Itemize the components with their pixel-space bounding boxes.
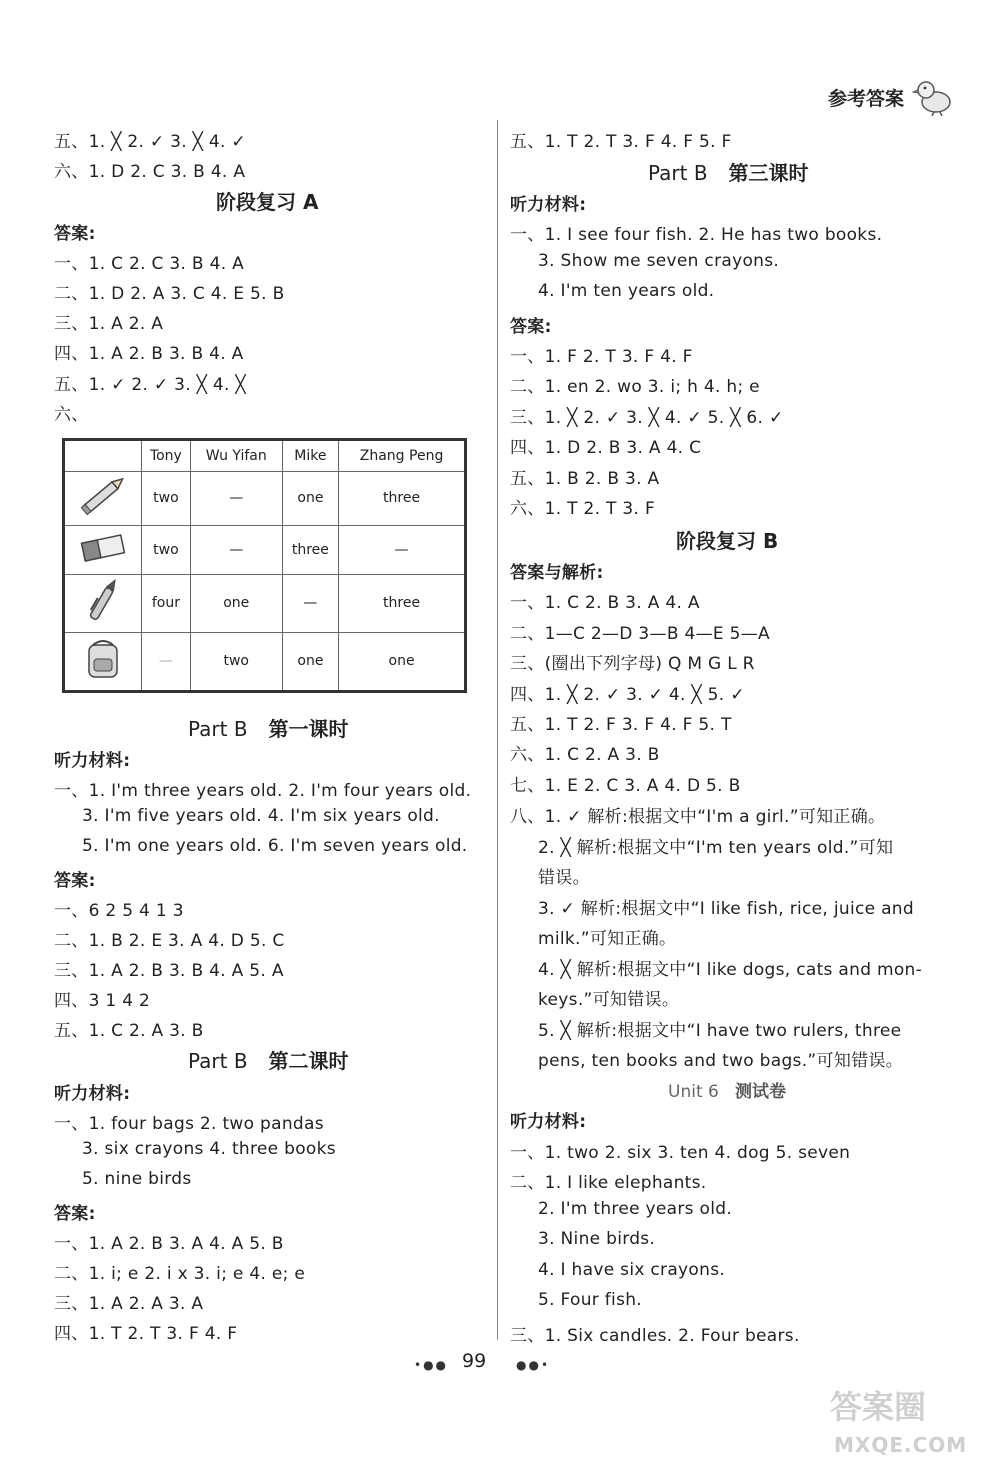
section-title-part-b-1: Part B 第一课时 <box>188 717 349 741</box>
table-cell: three <box>282 525 338 574</box>
table-cell: two <box>142 472 191 526</box>
answer-line: 六、1. C 2. A 3. B <box>510 745 660 765</box>
answer-line: 二、1. D 2. A 3. C 4. E 5. B <box>54 284 285 304</box>
explanation-line: 错误。 <box>538 868 590 888</box>
explanation-line: 八、1. ✓ 解析:根据文中“I'm a girl.”可知正确。 <box>510 807 886 827</box>
answer-line: 五、1. C 2. A 3. B <box>54 1021 204 1041</box>
section-title-part-b-2: Part B 第二课时 <box>188 1049 349 1073</box>
answer-label: 答案: <box>54 1204 96 1224</box>
table-header-cell: Zhang Peng <box>339 440 466 472</box>
table-cell: — <box>339 525 466 574</box>
explanation-line: 4. ╳ 解析:根据文中“I like dogs, cats and mon- <box>538 960 923 980</box>
section-title-review-b: 阶段复习 B <box>676 529 779 553</box>
listening-line: 一、1. two 2. six 3. ten 4. dog 5. seven <box>510 1143 851 1163</box>
table-cell: — <box>190 525 282 574</box>
section-title-review-a: 阶段复习 A <box>216 190 319 214</box>
eraser-icon <box>64 525 142 574</box>
answer-line: 一、1. A 2. B 3. A 4. A 5. B <box>54 1234 284 1254</box>
section-title-part-b-3: Part B 第三课时 <box>648 161 809 185</box>
listening-label: 听力材料: <box>54 1084 131 1104</box>
listening-line: 3. Show me seven crayons. <box>538 251 780 271</box>
explanation-line: milk.”可知正确。 <box>538 929 677 949</box>
table-cell: one <box>190 574 282 632</box>
listening-line: 三、1. Six candles. 2. Four bears. <box>510 1326 800 1346</box>
answer-line: 七、1. E 2. C 3. A 4. D 5. B <box>510 776 741 796</box>
answer-line: 四、1. T 2. T 3. F 4. F <box>54 1324 238 1344</box>
answer-line: 三、(圈出下列字母) Q M G L R <box>510 654 755 674</box>
explanation-line: keys.”可知错误。 <box>538 990 680 1010</box>
table-cell: one <box>282 472 338 526</box>
listening-line: 一、1. I'm three years old. 2. I'm four years old. <box>54 781 472 801</box>
table-row <box>64 632 466 691</box>
answer-line: 四、1. ╳ 2. ✓ 3. ✓ 4. ╳ 5. ✓ <box>510 685 745 705</box>
table-row <box>64 525 466 574</box>
table-cell: four <box>142 574 191 632</box>
answer-line: 三、1. ╳ 2. ✓ 3. ╳ 4. ✓ 5. ╳ 6. ✓ <box>510 408 784 428</box>
table-header-cell: Mike <box>282 440 338 472</box>
listening-line: 4. I have six crayons. <box>538 1260 726 1280</box>
table-cell: one <box>339 632 466 691</box>
answer-label: 答案: <box>510 317 552 337</box>
table-cell: — <box>190 472 282 526</box>
listening-line: 5. Four fish. <box>538 1290 643 1310</box>
explanation-line: 2. ╳ 解析:根据文中“I'm ten years old.”可知 <box>538 838 894 858</box>
answer-line: 一、6 2 5 4 1 3 <box>54 901 184 921</box>
table-row <box>64 472 466 526</box>
table-cell: one <box>282 632 338 691</box>
answer-label: 答案与解析: <box>510 563 604 583</box>
page-dots-left-icon: •●● <box>414 1358 449 1372</box>
schoolbag-icon <box>64 632 142 691</box>
listening-label: 听力材料: <box>54 751 131 771</box>
listening-line: 5. I'm one years old. 6. I'm seven years old. <box>82 836 468 856</box>
table-header-cell: Tony <box>142 440 191 472</box>
table-cell: — <box>282 574 338 632</box>
table-cell: — <box>142 632 191 691</box>
listening-line: 二、1. I like elephants. <box>510 1173 707 1193</box>
table-cell: three <box>339 472 466 526</box>
explanation-line: 3. ✓ 解析:根据文中“I like fish, rice, juice and <box>538 899 914 919</box>
answer-line: 二、1—C 2—D 3—B 4—E 5—A <box>510 624 770 644</box>
listening-line: 一、1. four bags 2. two pandas <box>54 1114 324 1134</box>
table-cell: three <box>339 574 466 632</box>
answer-line: 三、1. A 2. A <box>54 314 164 334</box>
answer-line: 三、1. A 2. A 3. A <box>54 1294 204 1314</box>
section-title-unit6-test: Unit 6 测试卷 <box>668 1082 787 1102</box>
watermark-url: MXQE.COM <box>834 1433 968 1457</box>
answer-line: 二、1. i; e 2. i x 3. i; e 4. e; e <box>54 1264 306 1284</box>
stationery-table <box>62 438 467 693</box>
answer-line: 五、1. ✓ 2. ✓ 3. ╳ 4. ╳ <box>54 375 246 395</box>
listening-line: 3. six crayons 4. three books <box>82 1139 336 1159</box>
answer-line: 二、1. B 2. E 3. A 4. D 5. C <box>54 931 285 951</box>
listening-label: 听力材料: <box>510 195 587 215</box>
column-divider <box>497 120 498 1340</box>
listening-line: 2. I'm three years old. <box>538 1199 733 1219</box>
table-header-cell <box>64 440 142 472</box>
answer-line: 五、1. T 2. T 3. F 4. F 5. F <box>510 132 732 152</box>
duck-mascot-icon <box>912 76 956 116</box>
answer-line: 四、1. D 2. B 3. A 4. C <box>510 438 702 458</box>
listening-line: 5. nine birds <box>82 1169 192 1189</box>
listening-line: 3. Nine birds. <box>538 1229 656 1249</box>
answer-line: 六、 <box>54 405 89 425</box>
table-cell: two <box>142 525 191 574</box>
listening-line: 3. I'm five years old. 4. I'm six years old. <box>82 806 440 826</box>
pen-icon <box>64 574 142 632</box>
answer-line: 三、1. A 2. B 3. B 4. A 5. A <box>54 961 284 981</box>
listening-label: 听力材料: <box>510 1112 587 1132</box>
answer-line: 四、3 1 4 2 <box>54 991 151 1011</box>
answer-line: 一、1. C 2. B 3. A 4. A <box>510 593 700 613</box>
table-cell: two <box>190 632 282 691</box>
answer-line: 二、1. en 2. wo 3. i; h 4. h; e <box>510 377 760 397</box>
page-number: 99 <box>462 1350 487 1372</box>
answer-line: 四、1. A 2. B 3. B 4. A <box>54 344 244 364</box>
table-header-cell: Wu Yifan <box>190 440 282 472</box>
explanation-line: pens, ten books and two bags.”可知错误。 <box>538 1051 904 1071</box>
explanation-line: 5. ╳ 解析:根据文中“I have two rulers, three <box>538 1021 902 1041</box>
watermark-logo: 答案圈 <box>830 1388 927 1426</box>
page-dots-right-icon: ●●• <box>516 1358 551 1372</box>
listening-line: 一、1. I see four fish. 2. He has two books. <box>510 225 883 245</box>
answer-label: 答案: <box>54 871 96 891</box>
answer-line: 一、1. F 2. T 3. F 4. F <box>510 347 693 367</box>
page-header-title: 参考答案 <box>828 88 905 110</box>
answer-line: 五、1. ╳ 2. ✓ 3. ╳ 4. ✓ <box>54 132 246 152</box>
answer-label: 答案: <box>54 224 96 244</box>
table-row <box>64 574 466 632</box>
listening-line: 4. I'm ten years old. <box>538 281 715 301</box>
answer-line: 五、1. T 2. F 3. F 4. F 5. T <box>510 715 732 735</box>
answer-line: 一、1. C 2. C 3. B 4. A <box>54 254 245 274</box>
answer-line: 六、1. T 2. T 3. F <box>510 499 656 519</box>
pencil-icon <box>64 472 142 526</box>
answer-line: 五、1. B 2. B 3. A <box>510 469 660 489</box>
answer-line: 六、1. D 2. C 3. B 4. A <box>54 162 246 182</box>
table-header-row <box>64 440 466 472</box>
